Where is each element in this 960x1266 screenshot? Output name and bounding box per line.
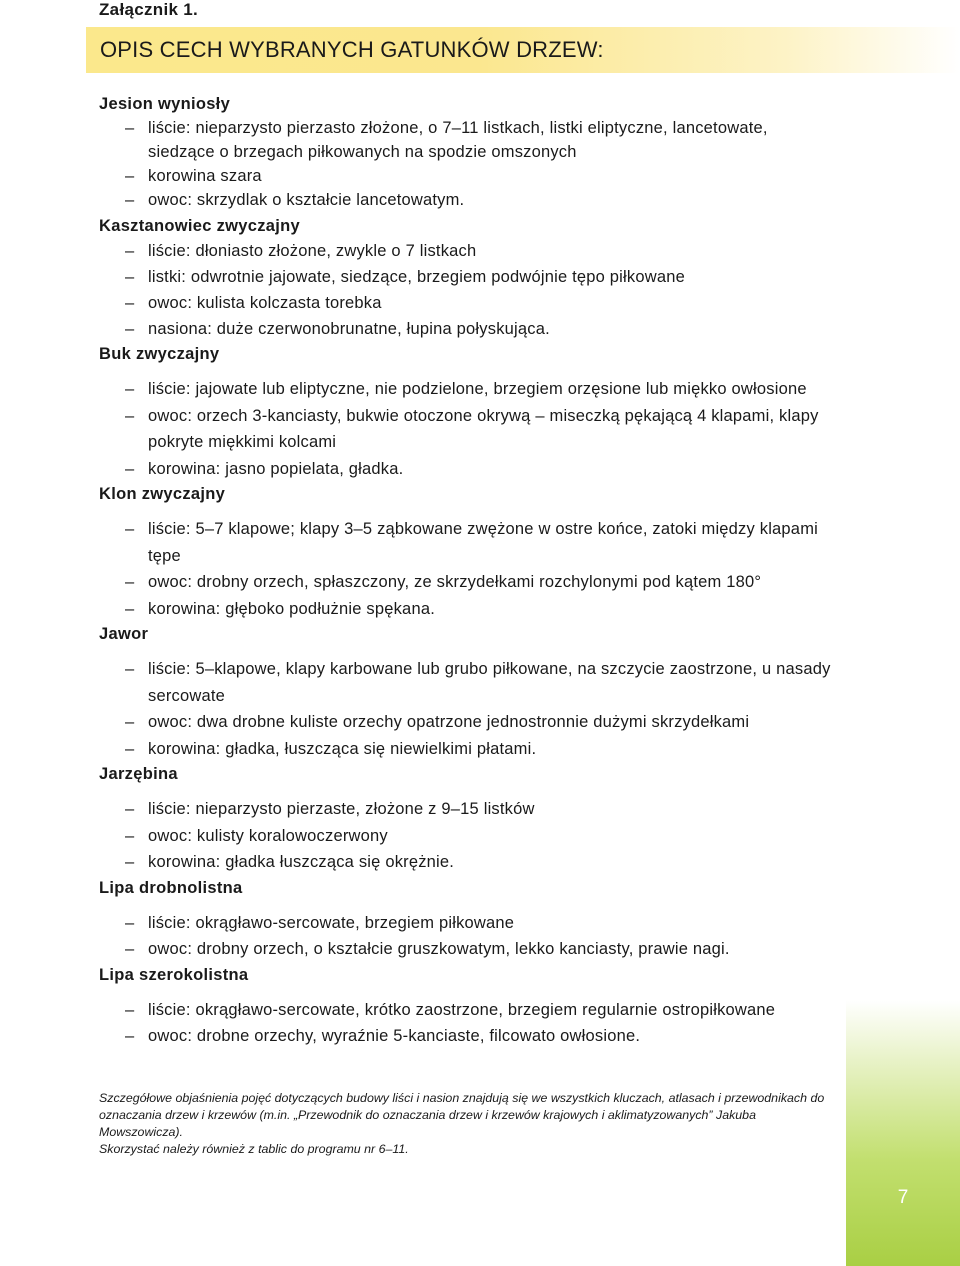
trait-item bbox=[99, 596, 839, 623]
trait-item bbox=[99, 823, 839, 850]
trait-text: nasiona: duże czerwonobrunatne, łupina połyskująca. bbox=[148, 320, 550, 338]
trait-item bbox=[99, 188, 839, 212]
trait-item bbox=[99, 403, 839, 456]
trait-item bbox=[99, 456, 839, 483]
trait-text: liście: dłoniasto złożone, zwykle o 7 listkach bbox=[148, 242, 477, 260]
footnote bbox=[99, 1090, 839, 1158]
dash-bullet: – bbox=[125, 826, 135, 845]
trait-item bbox=[99, 376, 839, 403]
dash-bullet: – bbox=[125, 242, 135, 260]
trait-text: liście: nieparzysto pierzaste, złożone z 9–15 listków bbox=[148, 800, 535, 818]
species-section bbox=[99, 622, 839, 762]
trait-text: liście: okrągławo-sercowate, krótko zaostrzone, brzegiem regularnie ostropiłkowane bbox=[148, 1000, 776, 1019]
species-name: Lipa szerokolistna bbox=[99, 965, 249, 984]
species-name: Klon zwyczajny bbox=[99, 485, 226, 503]
species-section bbox=[99, 92, 839, 212]
species-section bbox=[99, 482, 839, 622]
trait-item bbox=[99, 238, 839, 264]
dash-bullet: – bbox=[125, 1000, 135, 1019]
trait-text: korowina: gładka, łuszcząca się niewielkimi płatami. bbox=[148, 739, 537, 758]
trait-text: owoc: kulista kolczasta torebka bbox=[148, 294, 382, 312]
trait-item bbox=[99, 936, 839, 963]
trait-item bbox=[99, 656, 839, 709]
species-name: Buk zwyczajny bbox=[99, 345, 220, 363]
trait-item bbox=[99, 910, 839, 937]
trait-item bbox=[99, 709, 839, 736]
species-name: Jarzębina bbox=[99, 765, 178, 783]
dash-bullet: – bbox=[125, 268, 135, 286]
annex-label: Załącznik 1. bbox=[99, 0, 199, 19]
dash-bullet: – bbox=[125, 660, 135, 678]
page-title: OPIS CECH WYBRANYCH GATUNKÓW DRZEW: bbox=[100, 37, 604, 62]
page-number: 7 bbox=[897, 1187, 909, 1208]
dash-bullet: – bbox=[125, 459, 135, 478]
trait-list bbox=[99, 238, 839, 342]
trait-text: liście: nieparzysto pierzasto złożone, o 7–11 listkach, listki eliptyczne, lancetowate, siedzące o brzegach piłkowanych na spodzie omszonych bbox=[148, 119, 768, 161]
trait-list bbox=[99, 796, 839, 876]
trait-item bbox=[99, 736, 839, 763]
trait-text: liście: 5–klapowe, klapy karbowane lub grubo piłkowane, na szczycie zaostrzone, u nasady sercowate bbox=[148, 660, 831, 705]
trait-item bbox=[99, 849, 839, 876]
dash-bullet: – bbox=[125, 380, 135, 398]
trait-item bbox=[99, 796, 839, 823]
trait-text: owoc: orzech 3-kanciasty, bukwie otoczone okrywą – miseczką pękającą 4 klapami, klapy pokryte miękkimi kolcami bbox=[148, 406, 819, 451]
dash-bullet: – bbox=[125, 167, 135, 185]
trait-item bbox=[99, 997, 839, 1024]
species-section bbox=[99, 342, 839, 482]
footnote-text: Szczegółowe objaśnienia pojęć dotyczących budowy liści i nasion znajdują się we wszystkich kluczach, atlasach i przewodnikach do oznaczania drzew i krzewów (m.in. „Przewodnik do oznaczania drzew i krzewów krajowych i aklimatyzowanych” Jakuba Mowszowicza). bbox=[99, 1091, 825, 1139]
dash-bullet: – bbox=[125, 713, 135, 731]
trait-text: owoc: dwa drobne kuliste orzechy opatrzone jednostronnie dużymi skrzydełkami bbox=[148, 713, 750, 731]
trait-text: owoc: drobne orzechy, wyraźnie 5-kanciaste, filcowato owłosione. bbox=[148, 1027, 641, 1045]
dash-bullet: – bbox=[125, 119, 135, 137]
trait-text: korowina szara bbox=[148, 167, 262, 185]
species-name: Jawor bbox=[99, 625, 149, 643]
dash-bullet: – bbox=[125, 191, 135, 209]
footnote-text: Skorzystać należy również z tablic do programu nr 6–11. bbox=[99, 1142, 409, 1156]
trait-text: owoc: drobny orzech, spłaszczony, ze skrzydełkami rozchylonymi pod kątem 180° bbox=[148, 573, 762, 591]
species-name: Kasztanowiec zwyczajny bbox=[99, 217, 301, 235]
trait-text: liście: jajowate lub eliptyczne, nie podzielone, brzegiem orzęsione lub miękko owłosione bbox=[148, 380, 807, 398]
dash-bullet: – bbox=[125, 573, 135, 591]
dash-bullet: – bbox=[125, 940, 135, 958]
dash-bullet: – bbox=[125, 739, 135, 758]
species-section bbox=[99, 876, 839, 963]
trait-item bbox=[99, 516, 839, 569]
species-section bbox=[99, 762, 839, 876]
trait-item bbox=[99, 290, 839, 316]
species-name: Jesion wyniosły bbox=[99, 95, 231, 113]
trait-item bbox=[99, 569, 839, 596]
dash-bullet: – bbox=[125, 853, 135, 871]
dash-bullet: – bbox=[125, 1027, 135, 1045]
dash-bullet: – bbox=[125, 294, 135, 312]
species-name: Lipa drobnolistna bbox=[99, 878, 243, 897]
trait-text: korowina: głęboko podłużnie spękana. bbox=[148, 599, 435, 618]
trait-list bbox=[99, 656, 839, 762]
trait-text: liście: okrągławo-sercowate, brzegiem piłkowane bbox=[148, 913, 515, 932]
trait-list bbox=[99, 997, 839, 1050]
trait-list bbox=[99, 516, 839, 622]
dash-bullet: – bbox=[125, 800, 135, 818]
trait-text: owoc: skrzydlak o kształcie lancetowatym. bbox=[148, 191, 465, 209]
trait-text: korowina: jasno popielata, gładka. bbox=[148, 459, 404, 478]
page-corner-band bbox=[846, 1000, 960, 1266]
dash-bullet: – bbox=[125, 520, 135, 538]
trait-list bbox=[99, 910, 839, 963]
trait-item bbox=[99, 316, 839, 342]
dash-bullet: – bbox=[125, 406, 135, 425]
species-section bbox=[99, 963, 839, 1050]
species-section bbox=[99, 214, 839, 342]
trait-item bbox=[99, 164, 839, 188]
trait-list bbox=[99, 376, 839, 482]
trait-list bbox=[99, 116, 839, 212]
trait-text: owoc: kulisty koralowoczerwony bbox=[148, 826, 388, 845]
trait-text: listki: odwrotnie jajowate, siedzące, brzegiem podwójnie tępo piłkowane bbox=[148, 268, 685, 286]
trait-item bbox=[99, 264, 839, 290]
trait-text: korowina: gładka łuszcząca się okrężnie. bbox=[148, 853, 455, 871]
dash-bullet: – bbox=[125, 320, 135, 338]
dash-bullet: – bbox=[125, 913, 135, 932]
trait-text: liście: 5–7 klapowe; klapy 3–5 ząbkowane zwężone w ostre końce, zatoki między klapami tępe bbox=[148, 520, 818, 565]
trait-item bbox=[99, 116, 839, 164]
title-band bbox=[86, 27, 960, 73]
species-list bbox=[99, 92, 839, 1050]
dash-bullet: – bbox=[125, 599, 135, 618]
trait-text: owoc: drobny orzech, o kształcie gruszkowatym, lekko kanciasty, prawie nagi. bbox=[148, 940, 730, 958]
trait-item bbox=[99, 1023, 839, 1050]
